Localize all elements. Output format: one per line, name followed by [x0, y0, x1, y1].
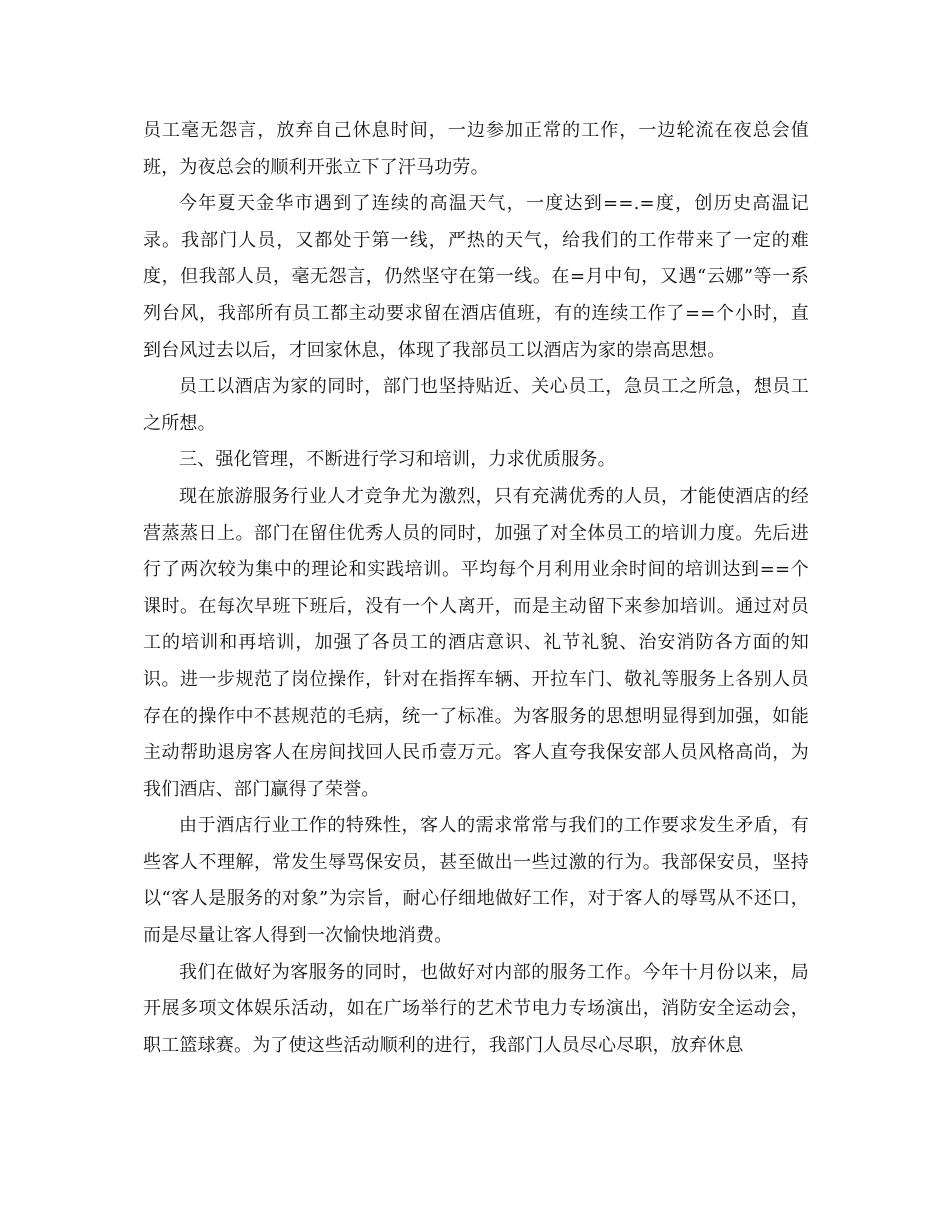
document-body	[143, 113, 809, 1064]
section-heading-3: 三、强化管理，不断进行学习和培训，力求优质服务。	[179, 449, 616, 471]
paragraph-5: 由于酒店行业工作的特殊性，客人的需求常常与我们的工作要求发生矛盾，有些客人不理解，常发生辱骂保安员，甚至做出一些过激的行为。我部保安员，坚持以“客人是服务的对象”为宗旨，耐心仔细地做好工作，对于客人的辱骂从不还口，而是尽量让客人得到一次愉快地消费。	[143, 815, 809, 947]
paragraph-1: 员工毫无怨言，放弃自己休息时间，一边参加正常的工作，一边轮流在夜总会值班，为夜总会的顺利开张立下了汗马功劳。	[143, 120, 809, 178]
paragraph-3: 员工以酒店为家的同时，部门也坚持贴近、关心员工，急员工之所急，想员工之所想。	[143, 376, 809, 434]
paragraph-4: 现在旅游服务行业人才竞争尤为激烈，只有充满优秀的人员，才能使酒店的经营蒸蒸日上。部门在留住优秀人员的同时，加强了对全体员工的培训力度。先后进行了两次较为集中的理论和实践培训。平均每个月利用业余时间的培训达到==个课时。在每次早班下班后，没有一个人离开，而是主动留下来参加培训。通过对员工的培训和再培训，加强了各员工的酒店意识、礼节礼貌、治安消防各方面的知识。进一步规范了岗位操作，针对在指挥车辆、开拉车门、敬礼等服务上各别人员存在的操作中不甚规范的毛病，统一了标准。为客服务的思想明显得到加强，如能主动帮助退房客人在房间找回人民币壹万元。客人直夸我保安部人员风格高尚，为我们酒店、部门赢得了荣誉。	[143, 485, 809, 800]
paragraph-6: 我们在做好为客服务的同时，也做好对内部的服务工作。今年十月份以来，局开展多项文体娱乐活动，如在广场举行的艺术节电力专场演出，消防安全运动会，职工篮球赛。为了使这些活动顺利的进行，我部门人员尽心尽职，放弃休息	[143, 961, 809, 1056]
paragraph-2: 今年夏天金华市遇到了连续的高温天气，一度达到==.=度，创历史高温记录。我部门人员，又都处于第一线，严热的天气，给我们的工作带来了一定的难度，但我部人员，毫无怨言，仍然坚守在第一线。在=月中旬，又遇“云娜”等一系列台风，我部所有员工都主动要求留在酒店值班，有的连续工作了==个小时，直到台风过去以后，才回家休息，体现了我部员工以酒店为家的崇高思想。	[143, 193, 809, 361]
